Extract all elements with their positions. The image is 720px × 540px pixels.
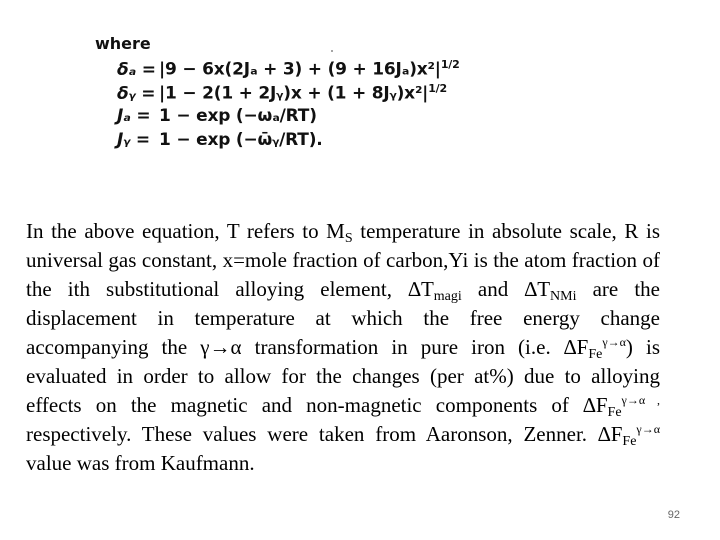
equation-j-gamma <box>117 130 323 150</box>
equation-delta-alpha <box>117 58 460 80</box>
equation-rhs: 1 − exp (−ω̄ᵧ/RT). <box>159 130 323 150</box>
equation-delta-gamma <box>117 82 447 104</box>
equation-rhs: |9 − 6x(2Jₐ + 3) + (9 + 16Jₐ)x²| <box>159 59 441 80</box>
text-run: and ∆T <box>461 277 551 301</box>
superscript: γ→α <box>602 335 626 349</box>
equation-image <box>95 30 485 160</box>
equation-where-label: where <box>95 34 151 53</box>
page-number: 92 <box>667 509 680 521</box>
speck-mark <box>331 50 333 52</box>
text-run: respectively. These values were taken from Aaronson, Zenner. ∆F <box>26 422 623 446</box>
equation-lhs: Jᵧ = <box>117 130 150 150</box>
superscript: γ→α <box>636 422 660 436</box>
subscript: Fe <box>588 347 603 362</box>
equation-lhs: δᵧ = <box>117 83 156 104</box>
text-run: ) is evaluated in order to allow for the changes (per at%) due to alloying effects on the magnetic and non-magnetic components of ∆F <box>26 335 660 417</box>
superscript: γ→α , <box>621 393 661 407</box>
text-run: value was from Kaufmann. <box>26 451 255 475</box>
text-run: are the displacement in temperature at which the free energy change accompanying the γ→α transformation in pure iron (i.e. ∆F <box>26 277 661 359</box>
text-run: In the above equation, T refers to M <box>26 219 345 243</box>
body-paragraph <box>26 217 660 478</box>
equation-lhs: Jₐ = <box>117 106 151 126</box>
equation-j-alpha <box>117 106 317 126</box>
subscript: magi <box>433 289 462 304</box>
subscript: Fe <box>607 405 622 420</box>
equation-rhs: |1 − 2(1 + 2Jᵧ)x + (1 + 8Jᵧ)x²| <box>159 83 429 104</box>
subscript: S <box>344 231 353 246</box>
subscript: NMi <box>550 289 577 304</box>
equation-exponent: 1/2 <box>428 82 447 95</box>
text-run: temperature in absolute scale, R is universal gas constant, x=mole fraction of carbon,Yi is the atom fraction of the ith substitutional alloying element, ∆T <box>26 219 660 301</box>
equation-lhs: δₐ = <box>117 59 156 80</box>
equation-rhs: 1 − exp (−ωₐ/RT) <box>159 106 317 126</box>
subscript: Fe <box>622 434 637 449</box>
equation-exponent: 1/2 <box>440 58 460 71</box>
